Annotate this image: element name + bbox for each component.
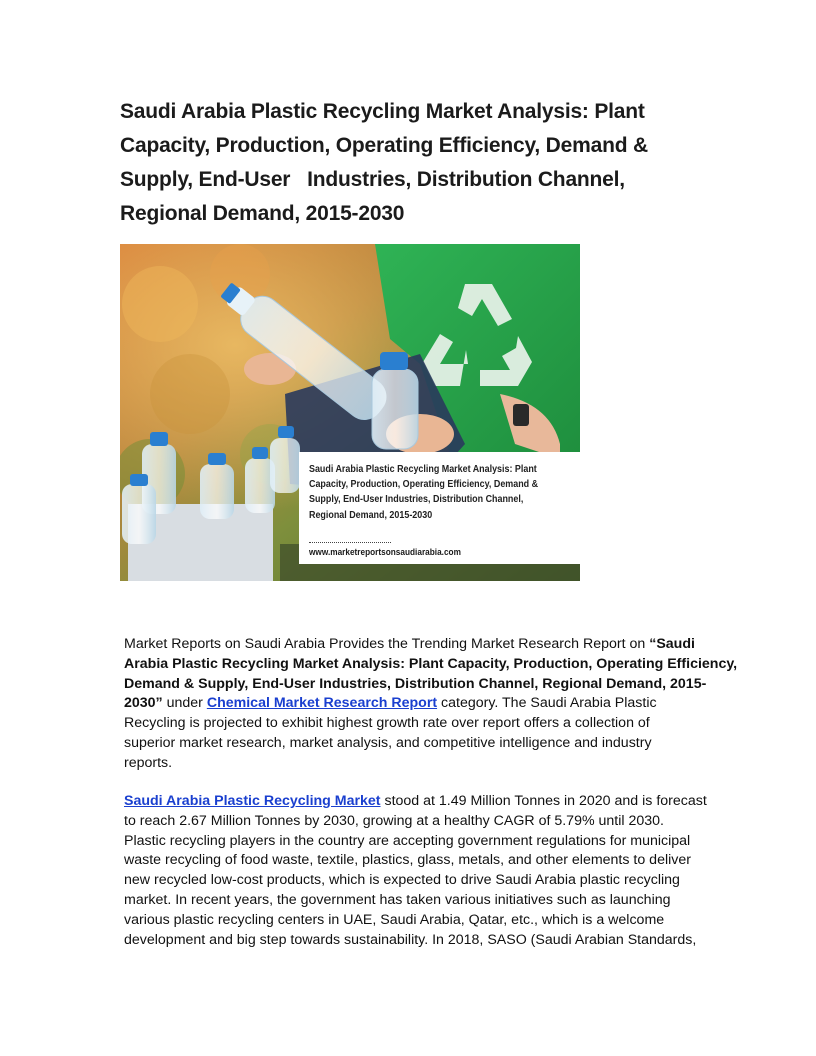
hero-image <box>120 244 580 581</box>
market-paragraph <box>124 792 724 950</box>
saudi-plastic-recycling-market-link[interactable]: Saudi Arabia Plastic Recycling Market <box>124 793 381 809</box>
text-line: reports. <box>124 754 173 771</box>
chemical-market-research-link[interactable]: Chemical Market Research Report <box>206 695 438 712</box>
image-caption-title <box>309 462 577 523</box>
report-title-quote: Arabia Plastic Recycling Market Analysis: Plant Capacity, Production, Operating Efficiency, <box>124 655 738 672</box>
watch <box>513 404 529 426</box>
text-line: market. In recent years, the government has taken various initiatives such as launching <box>124 891 671 908</box>
text-line: development and big step towards sustainability. In 2018, SASO (Saudi Arabian Standards, <box>124 931 697 948</box>
caption-divider <box>309 542 391 543</box>
image-caption-card <box>299 452 580 564</box>
text-line: waste recycling of food waste, textile, plastics, glass, metals, and other elements to deliver <box>124 852 691 869</box>
text-line: to reach 2.67 Million Tonnes by 2030, growing at a healthy CAGR of 5.79% until 2030. <box>124 812 664 829</box>
report-title-quote: Demand & Supply, End-User Industries, Distribution Channel, Regional Demand, 2015- <box>124 675 707 692</box>
caption-line: Supply, End-User Industries, Distribution Channel, <box>309 494 524 506</box>
text-run: Market Reports on Saudi Arabia Provides the Trending Market Research Report on <box>124 636 650 652</box>
text-run: stood at 1.49 Million Tonnes in 2020 and is forecast <box>380 793 707 809</box>
text-line: Recycling is projected to exhibit highest growth rate over report offers a collection of <box>124 715 650 732</box>
title-line: Capacity, Production, Operating Efficiency, Demand & <box>120 134 648 157</box>
text-run: category. The Saudi Arabia Plastic <box>437 695 657 712</box>
intro-paragraph <box>124 635 738 774</box>
text-line: Plastic recycling players in the country are accepting government regulations for municipal <box>124 832 691 849</box>
caption-url: www.marketreportsonsaudiarabia.com <box>309 547 461 558</box>
text-line: superior market research, market analysis, and competitive intelligence and industry <box>124 734 652 751</box>
document-title <box>120 95 720 231</box>
title-line: Saudi Arabia Plastic Recycling Market Analysis: Plant <box>120 100 645 123</box>
text-line: new recycled low-cost products, which is expected to drive Saudi Arabia plastic recycling <box>124 872 680 889</box>
caption-line: Regional Demand, 2015-2030 <box>309 509 433 521</box>
text-line: various plastic recycling centers in UAE, Saudi Arabia, Qatar, etc., which is a welcome <box>124 911 665 928</box>
report-title-quote: “Saudi <box>649 636 695 652</box>
caption-line: Capacity, Production, Operating Efficiency, Demand & <box>309 479 539 491</box>
title-line: Supply, End-User Industries, Distribution Channel, <box>120 168 625 191</box>
caption-line: Saudi Arabia Plastic Recycling Market Analysis: Plant <box>309 464 537 475</box>
title-line: Regional Demand, 2015-2030 <box>120 202 405 225</box>
report-title-quote: 2030” <box>124 695 163 712</box>
text-run: under <box>162 695 207 712</box>
